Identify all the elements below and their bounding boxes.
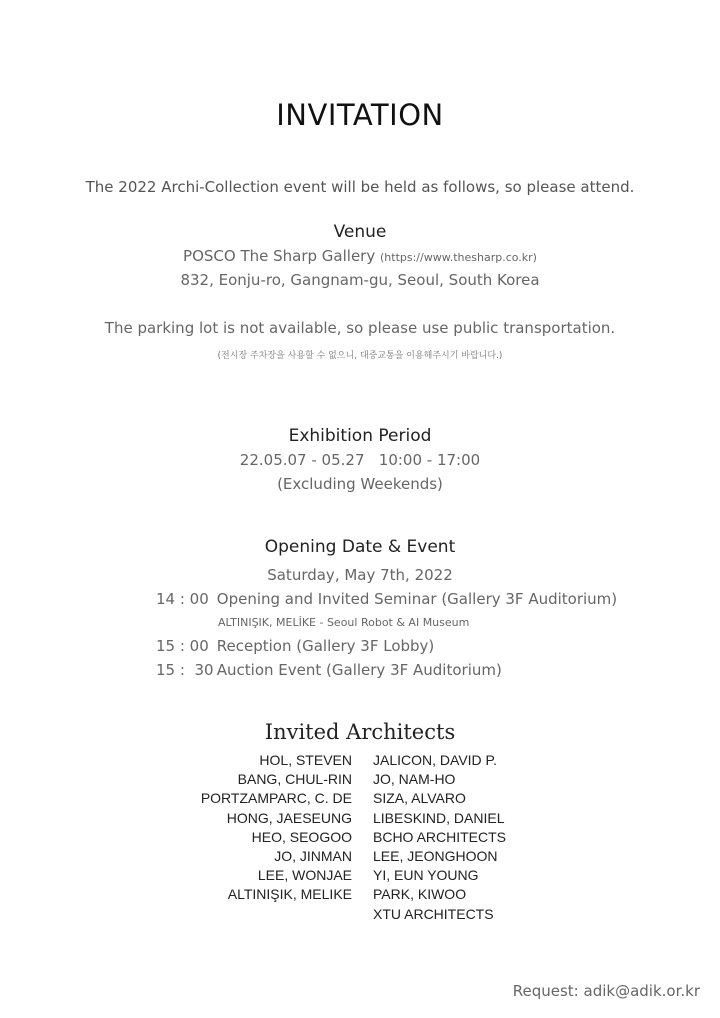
schedule-time: 14 : 00 <box>156 590 209 608</box>
venue-address: 832, Eonju-ro, Gangnam-gu, Seoul, South Korea <box>180 271 540 289</box>
intro-text: The 2022 Archi-Collection event will be held as follows, so please attend. <box>85 178 635 196</box>
schedule-event: Auction Event (Gallery 3F Auditorium) <box>216 661 502 679</box>
architect-name: JO, NAM-HO <box>373 771 456 788</box>
architect-name: PORTZAMPARC, C. DE <box>200 790 352 807</box>
architect-name: BCHO ARCHITECTS <box>373 828 507 845</box>
architect-name: BANG, CHUL-RIN <box>237 771 352 788</box>
architect-name: JALICON, DAVID P. <box>373 752 497 768</box>
exhibition-heading: Exhibition Period <box>288 426 432 446</box>
venue-name-line <box>0 247 720 265</box>
exhibition-dates: 22.05.07 - 05.27 10:00 - 17:00 <box>239 451 481 469</box>
architect-name: HONG, JAESEUNG <box>226 809 352 826</box>
architect-name: LIBESKIND, DANIEL <box>373 809 505 826</box>
architects-left-column <box>201 751 352 905</box>
architect-name: SIZA, ALVARO <box>373 790 466 807</box>
page-title: INVITATION <box>276 98 444 132</box>
venue-url[interactable]: (https://www.thesharp.co.kr) <box>380 251 537 264</box>
request-contact[interactable]: Request: adik@adik.or.kr <box>512 982 700 1000</box>
schedule-item <box>156 661 502 679</box>
schedule-event: Reception (Gallery 3F Lobby) <box>216 637 435 655</box>
architect-name: PARK, KIWOO <box>373 886 467 903</box>
schedule-item <box>156 637 434 655</box>
schedule-item <box>156 590 617 608</box>
schedule-time: 15 : 00 <box>156 637 209 655</box>
architect-name: XTU ARCHITECTS <box>373 905 494 922</box>
seminar-speaker: ALTINIŞIK, MELİKE - Seoul Robot & AI Museum <box>218 616 470 629</box>
parking-note: The parking lot is not available, so please use public transportation. <box>104 319 616 337</box>
schedule-time: 15 : 30 <box>156 661 214 679</box>
architect-name: LEE, WONJAE <box>257 867 352 884</box>
architects-right-column <box>373 751 506 924</box>
architect-name: LEE, JEONGHOON <box>373 847 498 864</box>
architects-heading: Invited Architects <box>264 720 456 744</box>
schedule-event: Opening and Invited Seminar (Gallery 3F Auditorium) <box>216 590 618 608</box>
venue-name: POSCO The Sharp Gallery <box>183 247 376 265</box>
opening-date: Saturday, May 7th, 2022 <box>267 566 453 584</box>
architect-name: JO, JINMAN <box>274 847 352 864</box>
parking-note-korean: (전시장 주차장을 사용할 수 없으니, 대중교통을 이용해주시기 바랍니다.) <box>217 351 503 361</box>
architect-name: ALTINIŞIK, MELIKE <box>227 886 352 903</box>
architect-name: HEO, SEOGOO <box>251 828 352 845</box>
architect-name: YI, EUN YOUNG <box>373 867 479 884</box>
exhibition-note: (Excluding Weekends) <box>277 475 443 493</box>
opening-heading: Opening Date & Event <box>264 537 456 557</box>
architect-name: HOL, STEVEN <box>259 752 352 768</box>
venue-heading: Venue <box>333 222 387 242</box>
